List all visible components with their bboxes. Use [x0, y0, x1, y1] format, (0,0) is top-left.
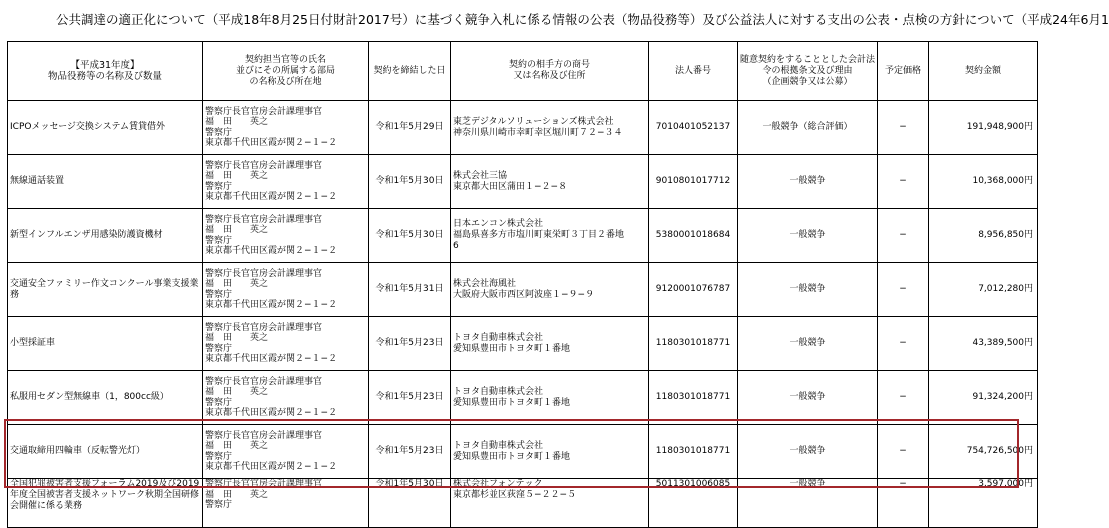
- official-cell-line: 警察庁長官官房会計課理事官: [205, 376, 323, 387]
- corp-num-cell: 5011301006085: [649, 479, 738, 528]
- official-cell-line: 福 田 英之: [205, 441, 269, 451]
- header-official-line: 契約担当官等の氏名: [244, 54, 326, 65]
- partner-cell: [451, 155, 649, 209]
- header-date: 契約を締結した日: [369, 42, 451, 101]
- official-cell-line: 東京都千代田区霞が関２−１−２: [205, 138, 338, 148]
- contract-date-cell: 令和1年5月23日: [369, 425, 451, 479]
- partner-cell-line: トヨタ自動車株式会社: [453, 386, 544, 397]
- official-cell-line: 東京都千代田区霞が関２−１−２: [205, 408, 338, 418]
- table-row: [8, 155, 1038, 209]
- partner-cell: [451, 425, 649, 479]
- contract-date-cell: 令和1年5月31日: [369, 263, 451, 317]
- official-cell-line: 警察庁: [205, 397, 233, 408]
- header-item-label: 物品役務等の名称及び数量: [47, 71, 162, 82]
- table-row: [8, 209, 1038, 263]
- official-cell-line: 警察庁長官官房会計課理事官: [205, 160, 323, 171]
- official-cell-line: 福 田 英之: [205, 279, 269, 289]
- partner-cell: [451, 371, 649, 425]
- item-name-cell: 無線通話装置: [8, 155, 203, 209]
- official-cell-line: 福 田 英之: [205, 117, 269, 127]
- official-cell: [203, 155, 369, 209]
- header-method-line: （企画競争又は公募）: [762, 76, 853, 87]
- planned-price-cell: −: [878, 101, 929, 155]
- table-header-row: [8, 42, 1038, 101]
- official-cell-line: 福 田 英之: [205, 489, 269, 500]
- contract-date-cell: 令和1年5月30日: [369, 479, 451, 528]
- contract-date-cell: 令和1年5月30日: [369, 155, 451, 209]
- partner-cell-line: 大阪府大阪市西区阿波座１−９−９: [453, 289, 595, 300]
- amount-cell: 191,948,900円: [929, 101, 1038, 155]
- method-cell: 一般競争: [738, 317, 878, 371]
- partner-cell-line: 株式会社海風社: [453, 278, 517, 289]
- item-name-cell: 交通安全ファミリー作文コンクール事業支援業務: [8, 263, 203, 317]
- partner-cell-line: トヨタ自動車株式会社: [453, 440, 544, 451]
- amount-cell: 8,956,850円: [929, 209, 1038, 263]
- method-cell: 一般競争: [738, 209, 878, 263]
- partner-cell-line: 愛知県豊田市トヨタ町１番地: [453, 397, 571, 408]
- partner-cell: [451, 479, 649, 528]
- header-method: [738, 42, 878, 101]
- amount-cell: 10,368,000円: [929, 155, 1038, 209]
- planned-price-cell: −: [878, 479, 929, 528]
- partner-cell: [451, 101, 649, 155]
- item-name-cell: ICPOメッセージ交換システム賃貸借外: [8, 101, 203, 155]
- planned-price-cell: −: [878, 371, 929, 425]
- table-row: [8, 317, 1038, 371]
- corp-num-cell: 9120001076787: [649, 263, 738, 317]
- method-cell: 一般競争: [738, 371, 878, 425]
- corp-num-cell: 9010801017712: [649, 155, 738, 209]
- page-title: 公共調達の適正化について（平成18年8月25日付財計2017号）に基づく競争入札に係る情報の公表（物品役務等）及び公益法人に対する支出の公表・点検の方針について（平成24年6月1: [56, 12, 1109, 27]
- item-name-cell: 全国犯罪被害者支援フォーラム2019及び2019年度全国被害者支援ネットワーク秋期全国研修会開催に係る業務: [8, 479, 203, 528]
- amount-cell: 91,324,200円: [929, 371, 1038, 425]
- contracts-table: [7, 41, 1038, 528]
- planned-price-cell: −: [878, 317, 929, 371]
- header-method-line: 随意契約をすることとした会計法: [740, 54, 876, 65]
- table-row: [8, 263, 1038, 317]
- official-cell-line: 東京都千代田区霞が関２−１−２: [205, 192, 338, 202]
- official-cell-line: 東京都千代田区霞が関２−１−２: [205, 300, 338, 310]
- header-item: [8, 42, 203, 101]
- partner-cell-line: 福島県喜多方市塩川町東栄町３丁目２番地: [453, 230, 625, 240]
- partner-cell-line: 東京都大田区蒲田１−２−８: [453, 181, 568, 192]
- table-row: [8, 101, 1038, 155]
- official-cell: [203, 263, 369, 317]
- header-amount: 契約金額: [929, 42, 1038, 101]
- official-cell-line: 東京都千代田区霞が関２−１−２: [205, 462, 338, 472]
- header-official: [203, 42, 369, 101]
- header-official-line: の名称及び所在地: [249, 76, 322, 87]
- official-cell-line: 警察庁長官官房会計課理事官: [205, 479, 323, 489]
- official-cell-line: 警察庁: [205, 289, 233, 300]
- contract-date-cell: 令和1年5月23日: [369, 371, 451, 425]
- official-cell-line: 福 田 英之: [205, 171, 269, 181]
- corp-num-cell: 1180301018771: [649, 371, 738, 425]
- item-name-cell: 小型採証車: [8, 317, 203, 371]
- partner-cell-line: 愛知県豊田市トヨタ町１番地: [453, 451, 571, 462]
- official-cell-line: 警察庁長官官房会計課理事官: [205, 106, 323, 117]
- item-name-cell: 私服用セダン型無線車（1，800cc級）: [8, 371, 203, 425]
- amount-cell: 43,389,500円: [929, 317, 1038, 371]
- partner-cell-line: トヨタ自動車株式会社: [453, 332, 544, 343]
- official-cell-line: 警察庁長官官房会計課理事官: [205, 430, 323, 441]
- official-cell: [203, 209, 369, 263]
- amount-cell: 754,726,500円: [929, 425, 1038, 479]
- partner-cell-line: 株式会社三協: [453, 170, 508, 181]
- planned-price-cell: −: [878, 155, 929, 209]
- official-cell-line: 福 田 英之: [205, 387, 269, 397]
- official-cell-line: 警察庁: [205, 451, 233, 462]
- official-cell: [203, 371, 369, 425]
- official-cell-line: 警察庁: [205, 343, 233, 354]
- planned-price-cell: −: [878, 425, 929, 479]
- partner-cell-line: 東芝デジタルソリューションズ株式会社: [453, 116, 614, 127]
- table-row: [8, 479, 1038, 528]
- partner-cell-line: 6: [453, 241, 459, 251]
- official-cell-line: 東京都千代田区霞が関２−１−２: [205, 354, 338, 364]
- item-name-cell: 新型インフルエンザ用感染防護資機材: [8, 209, 203, 263]
- contracts-table-wrapper: [7, 41, 1038, 528]
- header-planned-price: 予定価格: [878, 42, 929, 101]
- official-cell-line: 警察庁長官官房会計課理事官: [205, 322, 323, 333]
- contract-date-cell: 令和1年5月29日: [369, 101, 451, 155]
- header-corp-num: 法人番号: [649, 42, 738, 101]
- header-partner-line: 契約の相手方の商号: [508, 60, 590, 70]
- method-cell: 一般競争（総合評価）: [738, 101, 878, 155]
- corp-num-cell: 5380001018684: [649, 209, 738, 263]
- method-cell: 一般競争: [738, 263, 878, 317]
- official-cell-line: 警察庁: [205, 181, 233, 192]
- header-partner: [451, 42, 649, 101]
- planned-price-cell: −: [878, 263, 929, 317]
- method-cell: 一般競争: [738, 155, 878, 209]
- table-row: [8, 425, 1038, 479]
- official-cell: [203, 425, 369, 479]
- partner-cell-line: 日本エンコン株式会社: [453, 219, 544, 229]
- header-year-label: 【平成31年度】: [70, 60, 140, 71]
- official-cell-line: 警察庁: [205, 500, 233, 510]
- official-cell: [203, 101, 369, 155]
- partner-cell-line: 株式会社フォンテック: [453, 479, 543, 489]
- official-cell-line: 警察庁長官官房会計課理事官: [205, 268, 323, 279]
- partner-cell-line: 愛知県豊田市トヨタ町１番地: [453, 343, 571, 354]
- official-cell-line: 福 田 英之: [205, 225, 269, 235]
- contract-date-cell: 令和1年5月23日: [369, 317, 451, 371]
- contract-date-cell: 令和1年5月30日: [369, 209, 451, 263]
- amount-cell: 3,597,000円: [929, 479, 1038, 528]
- partner-cell: [451, 209, 649, 263]
- partner-cell-line: 神奈川県川崎市幸町幸区堀川町７２−３４: [453, 127, 623, 138]
- item-name-cell: 交通取締用四輪車（反転警光灯）: [8, 425, 203, 479]
- planned-price-cell: −: [878, 209, 929, 263]
- official-cell-line: 警察庁: [205, 127, 233, 138]
- header-official-line: 並びにその所属する部局: [235, 65, 335, 76]
- amount-cell: 7,012,280円: [929, 263, 1038, 317]
- method-cell: 一般競争: [738, 425, 878, 479]
- official-cell: [203, 479, 369, 528]
- header-partner-line: 又は名称及び住所: [513, 71, 586, 81]
- official-cell-line: 福 田 英之: [205, 333, 269, 343]
- partner-cell-line: 東京都杉並区荻窪５−２２−５: [453, 490, 577, 500]
- official-cell-line: 警察庁: [205, 235, 233, 246]
- corp-num-cell: 7010401052137: [649, 101, 738, 155]
- corp-num-cell: 1180301018771: [649, 425, 738, 479]
- corp-num-cell: 1180301018771: [649, 317, 738, 371]
- header-method-line: 令の根拠条文及び理由: [762, 65, 853, 76]
- official-cell-line: 東京都千代田区霞が関２−１−２: [205, 246, 338, 256]
- partner-cell: [451, 317, 649, 371]
- partner-cell: [451, 263, 649, 317]
- table-row: [8, 371, 1038, 425]
- official-cell-line: 警察庁長官官房会計課理事官: [205, 214, 323, 225]
- method-cell: 一般競争: [738, 479, 878, 528]
- official-cell: [203, 317, 369, 371]
